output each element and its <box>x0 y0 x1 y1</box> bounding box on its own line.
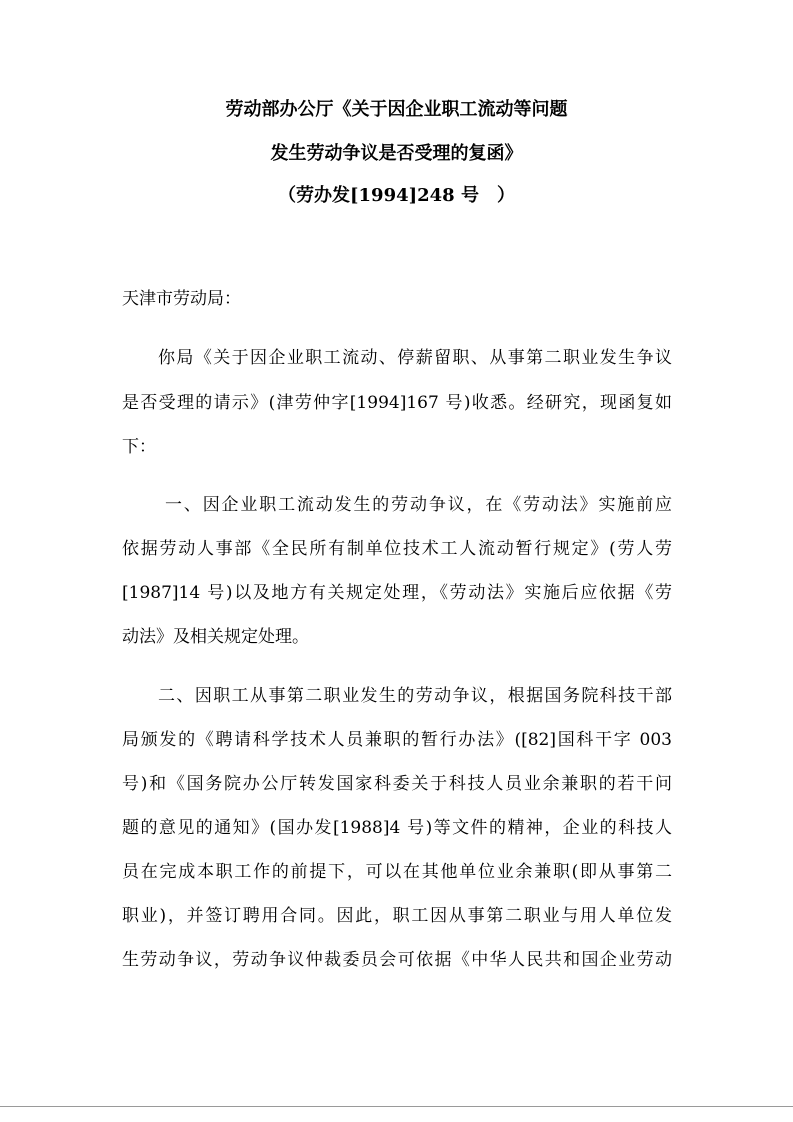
paragraph-line: 二、因职工从事第二职业发生的劳动争议，根据国务院科技干部 <box>158 686 672 706</box>
document-title-line-1: 劳动部办公厅《关于因企业职工流动等问题 <box>225 99 568 120</box>
paragraph-line: 下： <box>122 437 156 457</box>
paragraph-line: 生劳动争议，劳动争议仲裁委员会可依据《中华人民共和国企业劳动 <box>122 950 672 970</box>
page-bottom-divider <box>0 1106 793 1107</box>
salutation: 天津市劳动局： <box>122 289 241 309</box>
paragraph-line: 职业)，并签订聘用合同。因此，职工因从事第二职业与用人单位发 <box>122 906 672 926</box>
paragraph-line: 一、因企业职工流动发生的劳动争议，在《劳动法》实施前应 <box>165 495 672 515</box>
paragraph-line: 员在完成本职工作的前提下，可以在其他单位业余兼职(即从事第二 <box>122 862 672 882</box>
document-title-line-2: 发生劳动争议是否受理的复函》 <box>270 143 523 164</box>
paragraph-line: [1987]14 号)以及地方有关规定处理，《劳动法》实施后应依据《劳 <box>122 583 672 603</box>
paragraph-line: 动法》及相关规定处理。 <box>122 627 309 647</box>
paragraph-line: 你局《关于因企业职工流动、停薪留职、从事第二职业发生争议 <box>158 348 672 368</box>
paragraph-line: 是否受理的请示》(津劳仲字[1994]167 号)收悉。经研究，现函复如 <box>122 393 672 413</box>
paragraph-line: 号)和《国务院办公厅转发国家科委关于科技人员业余兼职的若干问 <box>122 774 672 794</box>
paragraph-line: 题的意见的通知》(国办发[1988]4 号)等文件的精神，企业的科技人 <box>122 818 672 838</box>
paragraph-line: 局颁发的《聘请科学技术人员兼职的暂行办法》([82]国科干字 003 <box>122 730 672 750</box>
paragraph-line: 依据劳动人事部《全民所有制单位技术工人流动暂行规定》(劳人劳 <box>122 539 672 559</box>
document-number: （劳办发[1994]248 号 ） <box>278 185 515 206</box>
